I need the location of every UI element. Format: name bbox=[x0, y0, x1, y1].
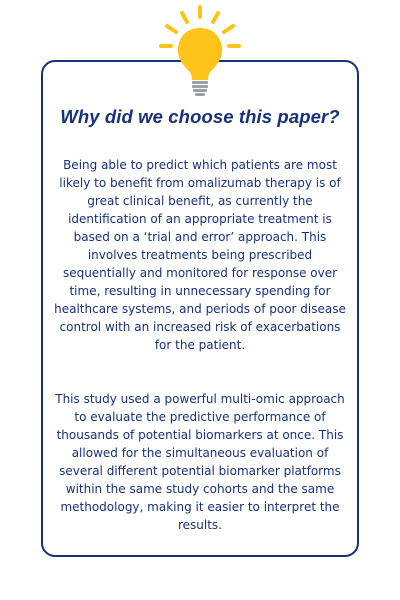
paragraph-study-approach: This study used a powerful multi-omic approach to evaluate the predictive performance of thousands of potential biomarkers at once. This allowed for the simultaneous evaluation of several different potential biomarker platforms within the same study cohorts and the same methodology, making it easier to interpret the results. bbox=[55, 392, 345, 532]
paragraph-rationale: Being able to predict which patients are most likely to benefit from omalizumab therapy is of great clinical benefit, as currently the identification of an appropriate treatment is based on a ‘trial and error’ approach. This involves treatments being prescribed sequentially and monitored for response over time, resulting in unnecessary spending for healthcare systems, and periods of poor disease control with an increased risk of exacerbations for the patient. bbox=[54, 158, 346, 352]
card-heading: Why did we choose this paper? bbox=[60, 106, 340, 127]
lightbulb-icon bbox=[155, 4, 245, 100]
